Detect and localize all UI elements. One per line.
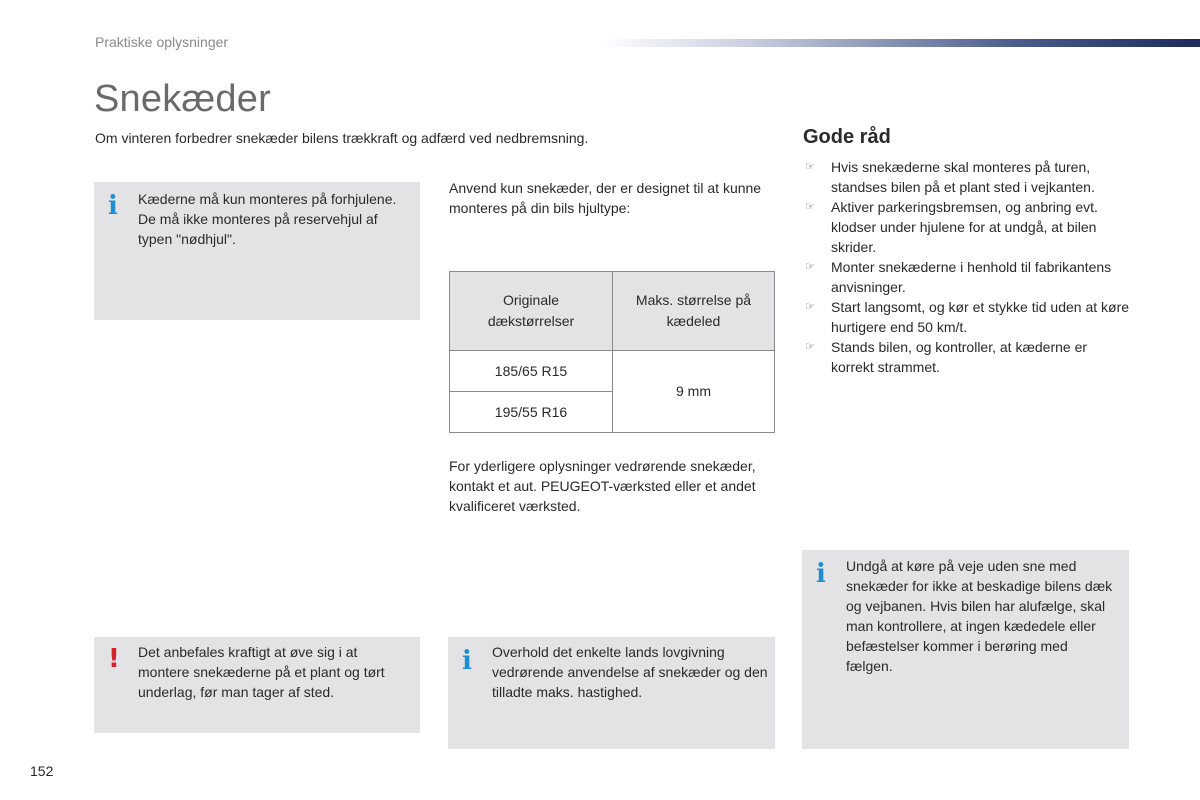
table-header-row [450, 272, 775, 351]
warning-box-practice [94, 637, 420, 733]
tips-list [803, 157, 1133, 377]
table-header-max-link: Maks. størrelse på kædeled [613, 272, 775, 351]
page-title: Snekæder [94, 78, 271, 120]
pointing-hand-icon: ☞ [805, 261, 815, 273]
pointing-hand-icon: ☞ [805, 301, 815, 313]
info-icon: i [816, 559, 826, 589]
table-cell-tyre-size: 185/65 R15 [450, 351, 613, 392]
more-info-text: For yderligere oplysninger vedrørende snekæder, kontakt et aut. PEUGEOT-værksted eller et andet kvalificeret værksted. [449, 458, 756, 514]
page-number: 152 [30, 763, 54, 779]
list-item [803, 197, 1133, 257]
info-icon: i [108, 191, 118, 221]
header-bar [600, 39, 1200, 47]
intro-text: Om vinteren forbedrer snekæder bilens trækkraft og adfærd ved nedbremsning. [95, 130, 589, 146]
pointing-hand-icon: ☞ [805, 341, 815, 353]
info-text-front-wheels: Kæderne må kun monteres på forhjulene. De må ikke monteres på reservehjul af typen "nødhjul". [138, 191, 397, 247]
list-item [803, 297, 1133, 337]
info-box-no-snow [802, 550, 1129, 749]
tips-heading: Gode råd [803, 126, 891, 148]
table-row [450, 351, 775, 392]
table-header-tyre-size: Originale dækstørrelser [450, 272, 613, 351]
tip-text: Aktiver parkeringsbremsen, og anbring evt. klodser under hjulene for at undgå, at bilen skrider. [831, 199, 1098, 255]
table-cell-max-link: 9 mm [613, 351, 775, 433]
info-text-local-laws: Overhold det enkelte lands lovgivning vedrørende anvendelse af snekæder og den tilladte maks. hastighed. [492, 644, 768, 700]
table-cell-tyre-size: 195/55 R16 [450, 392, 613, 433]
info-text-no-snow: Undgå at køre på veje uden sne med snekæder for ikke at beskadige bilens dæk og vejbanen. Hvis bilen har alufælge, skal man kontrollere, at ingen kædedele eller befæstelser kommer i berøring med fælgen. [846, 558, 1113, 674]
info-icon: i [462, 646, 472, 676]
list-item [803, 157, 1133, 197]
usage-text: Anvend kun snekæder, der er designet til at kunne monteres på din bils hjultype: [449, 180, 762, 216]
list-item [803, 337, 1133, 377]
tyre-size-table [449, 271, 775, 433]
info-box-local-laws [448, 637, 775, 749]
warning-text-practice: Det anbefales kraftigt at øve sig i at montere snekæderne på et plant og tørt underlag, før man tager af sted. [138, 644, 385, 700]
info-box-front-wheels [94, 182, 420, 320]
tip-text: Start langsomt, og kør et stykke tid uden at køre hurtigere end 50 km/t. [831, 299, 1130, 335]
section-label: Praktiske oplysninger [95, 34, 229, 50]
tip-text: Hvis snekæderne skal monteres på turen, standses bilen på et plant sted i vejkanten. [831, 159, 1095, 195]
pointing-hand-icon: ☞ [805, 201, 815, 213]
warning-icon: ! [108, 644, 120, 674]
pointing-hand-icon: ☞ [805, 161, 815, 173]
list-item [803, 257, 1133, 297]
tip-text: Monter snekæderne i henhold til fabrikantens anvisninger. [831, 259, 1112, 295]
tip-text: Stands bilen, og kontroller, at kæderne er korrekt strammet. [831, 339, 1088, 375]
